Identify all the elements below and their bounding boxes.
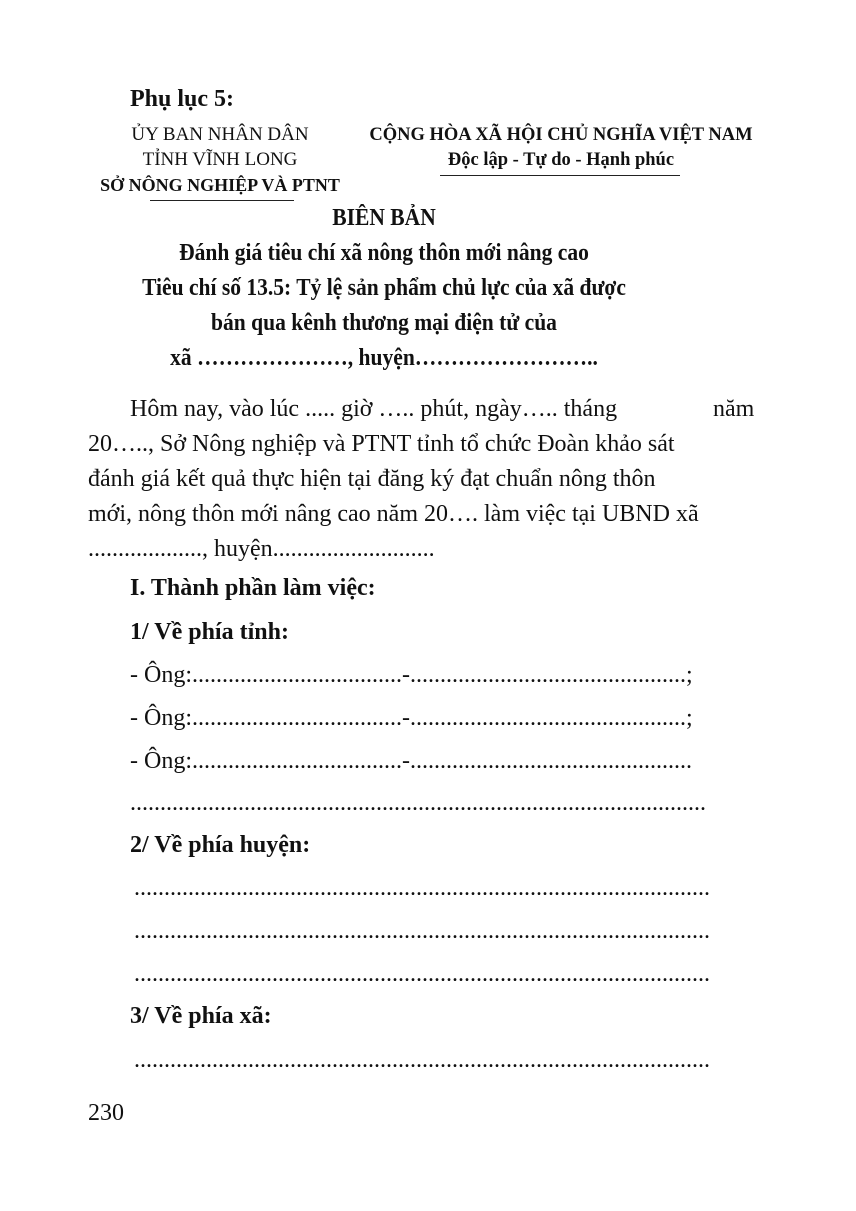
district-blank-line: ................................................................................................ — [134, 918, 710, 944]
section-heading: I. Thành phần làm việc: — [130, 575, 376, 601]
national-motto-line-2: Độc lập - Tự do - Hạnh phúc — [447, 150, 675, 170]
title-sub-2: Tiêu chí số 13.5: Tỷ lệ sản phẩm chủ lực của xã được — [142, 275, 626, 301]
intro-line-1-end: năm — [713, 396, 755, 422]
national-underline — [440, 175, 680, 176]
intro-line-5: ..................., huyện........................... — [88, 536, 435, 562]
intro-line-4: mới, nông thôn mới nâng cao năm 20…. làm việc tại UBND xã — [88, 501, 699, 527]
province-member-line: - Ông:...................................-............................................... — [130, 748, 692, 774]
district-blank-line: ................................................................................................ — [134, 961, 710, 987]
intro-line-1: Hôm nay, vào lúc ..... giờ ….. phút, ngày….. tháng — [130, 396, 618, 422]
appendix-label: Phụ lục 5: — [130, 86, 235, 112]
intro-line-2: 20….., Sở Nông nghiệp và PTNT tỉnh tổ chức Đoàn khảo sát — [88, 431, 675, 457]
province-heading: 1/ Về phía tỉnh: — [130, 619, 289, 645]
national-motto-line-1: CỘNG HÒA XÃ HỘI CHỦ NGHĨA VIỆT NAM — [369, 125, 753, 145]
agency-line-1: ỦY BAN NHÂN DÂN — [131, 124, 309, 145]
commune-heading: 3/ Về phía xã: — [130, 1003, 272, 1029]
agency-line-3: SỞ NÔNG NGHIỆP VÀ PTNT — [100, 175, 340, 195]
province-member-line: - Ông:...................................-..............................................; — [130, 662, 693, 688]
commune-blank-line: ................................................................................................ — [134, 1047, 710, 1073]
intro-line-3: đánh giá kết quả thực hiện tại đăng ký đạt chuẩn nông thôn — [88, 466, 656, 492]
province-member-line: - Ông:...................................-..............................................; — [130, 705, 693, 731]
district-blank-line: ................................................................................................ — [134, 875, 710, 901]
province-blank-line: ................................................................................................ — [130, 790, 706, 816]
agency-line-2: TỈNH VĨNH LONG — [142, 149, 298, 170]
title-main: BIÊN BẢN — [332, 205, 436, 231]
agency-underline — [150, 200, 294, 201]
page-number: 230 — [88, 1100, 124, 1126]
district-heading: 2/ Về phía huyện: — [130, 832, 311, 858]
title-sub-4: xã …………………, huyện…………………….. — [170, 345, 598, 371]
title-sub-1: Đánh giá tiêu chí xã nông thôn mới nâng cao — [179, 240, 589, 266]
title-sub-3: bán qua kênh thương mại điện tử của — [211, 310, 557, 336]
